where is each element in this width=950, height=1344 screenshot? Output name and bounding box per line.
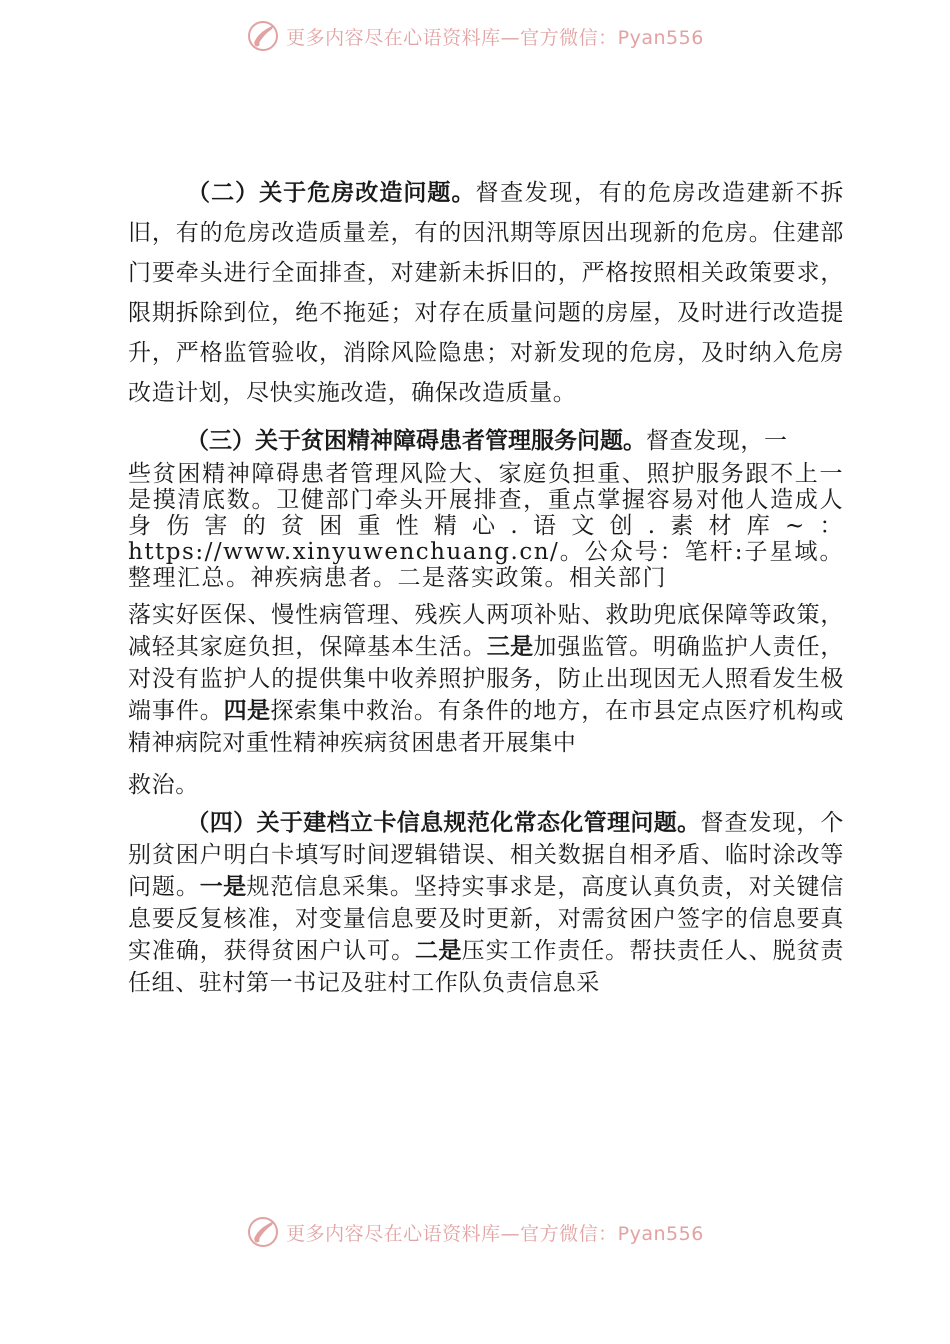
section-3-cont-a: 落实好医保、慢性病管理、残疾人两项补贴、救助兜底保障等政策，减轻其家庭负担，保障基本生活。 [128, 602, 844, 660]
section-2-body: 督查发现，有的危房改造建新不拆旧，有的危房改造质量差，有的因汛期等原因出现新的危房。住建部门要牵头进行全面排查，对建新未拆旧的，严格按照相关政策要求，限期拆除到位，绝不拖延；对存在质量问题的房屋，及时进行改造提升，严格监管验收，消除风险隐患；对新发现的危房，及时纳入危房改造计划，尽快实施改造，确保改造质量。 [128, 180, 845, 406]
section-3-continued [128, 599, 844, 759]
document-body [128, 173, 844, 999]
section-3-cont-b: 加强监管。明确监护人责任，对没有监护人的提供集中收养照护服务，防止出现因无人照看发生极端事件。 [128, 634, 845, 724]
section-4-mark-1: 一是 [199, 874, 247, 900]
section-3-mark-4: 四是 [223, 698, 271, 724]
section-3-mark-3: 三是 [486, 634, 534, 660]
watermark-text [286, 1219, 704, 1246]
watermark-label: 更多内容尽在心语资料库—官方微信： [286, 26, 618, 49]
brush-logo-icon [246, 19, 280, 53]
section-3-heading: （三）关于贫困精神障碍患者管理服务问题。 [186, 428, 646, 454]
watermark-label: 更多内容尽在心语资料库—官方微信： [286, 1222, 618, 1245]
section-4-heading: （四）关于建档立卡信息规范化常态化管理问题。 [186, 810, 701, 836]
section-3-lead [128, 421, 844, 461]
section-4-mark-2: 二是 [415, 938, 462, 964]
watermark-text [286, 23, 704, 50]
section-3-lead-text: 督查发现，一 [646, 428, 788, 454]
section-3-tail: 救治。 [128, 772, 199, 798]
section-2-heading: （二）关于危房改造问题。 [186, 180, 476, 206]
header-watermark [0, 16, 950, 56]
footer-watermark [0, 1212, 950, 1252]
brush-logo-icon [246, 1215, 280, 1249]
section-4-cont-b: 压实工作责任。帮扶责任人、脱贫责任组、驻村第一书记及驻村工作队负责信息采 [128, 938, 845, 996]
watermark-account: Pyan556 [617, 26, 704, 49]
section-2-paragraph [128, 173, 844, 413]
section-3-tight-block: 些贫困精神障碍患者管理风险大、家庭负担重、照护服务跟不上一是摸清底数。卫健部门牵头开展排查，重点掌握容易对他人造成人身伤害的贫困重性精心.语文创.素材库~：https://www.xinyuwenchuang.cn/。公众号：笔杆:子星域。整理汇总。神疾病患者。二是落实政策。相关部门 [128, 461, 844, 591]
section-4-lead: 督查发现，个别贫困户明白卡填写时间逻辑错误、相关数据自相矛盾、临时涂改等问题。 [128, 810, 845, 900]
watermark-account: Pyan556 [617, 1222, 704, 1245]
section-3-cont-c: 探索集中救治。有条件的地方，在市县定点医疗机构或精神病院对重性精神疾病贫困患者开展集中 [128, 698, 844, 756]
section-4-cont-a: 规范信息采集。坚持实事求是，高度认真负责，对关键信息要反复核准，对变量信息要及时更新，对需贫困户签字的信息要真实准确，获得贫困户认可。 [128, 874, 845, 964]
section-4-paragraph [128, 807, 844, 999]
